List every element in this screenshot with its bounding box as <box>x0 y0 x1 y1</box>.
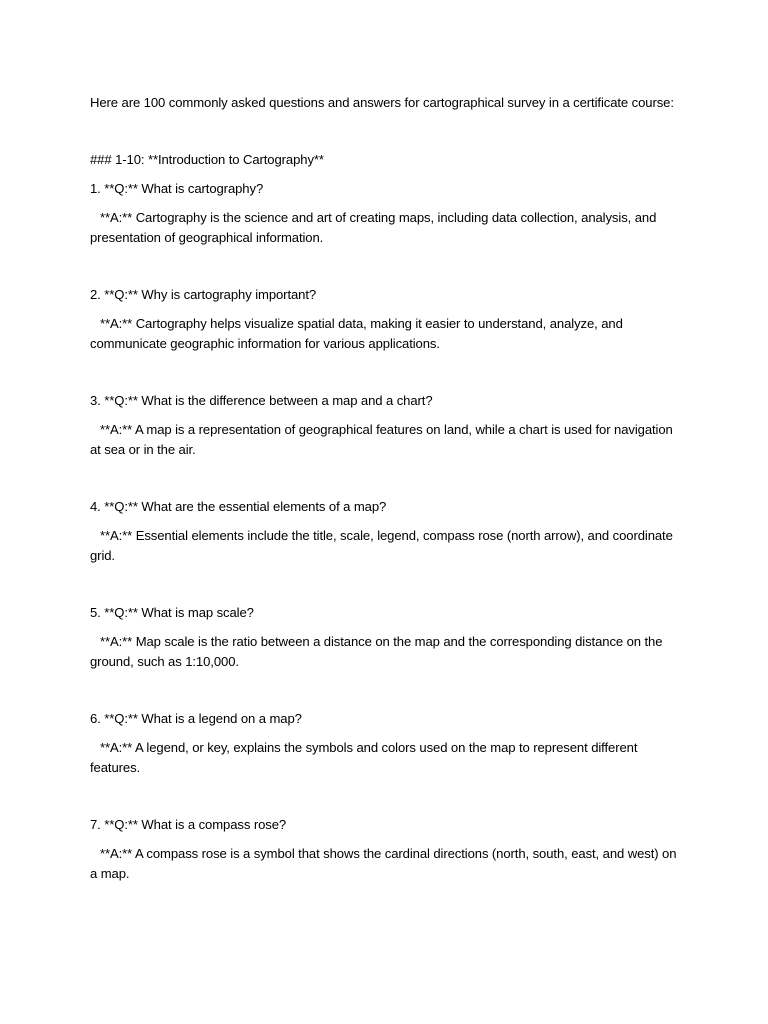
qa-item <box>90 285 680 354</box>
qa-item <box>90 391 680 460</box>
question-text: 3. **Q:** What is the difference between a map and a chart? <box>90 393 433 408</box>
answer-text: **A:** A compass rose is a symbol that shows the cardinal directions (north, south, east, and west) on a map. <box>90 846 677 881</box>
answer-text: **A:** Essential elements include the title, scale, legend, compass rose (north arrow), and coordinate grid. <box>90 528 673 563</box>
answer-text: **A:** Map scale is the ratio between a distance on the map and the corresponding distance on the ground, such as 1:10,000. <box>90 634 663 669</box>
question-text: 1. **Q:** What is cartography? <box>90 181 264 196</box>
question-text: 4. **Q:** What are the essential elements of a map? <box>90 499 387 514</box>
intro-paragraph: Here are 100 commonly asked questions and answers for cartographical survey in a certificate course: <box>90 95 674 110</box>
answer-text: **A:** A map is a representation of geographical features on land, while a chart is used for navigation at sea or in the air. <box>90 422 673 457</box>
question-text: 6. **Q:** What is a legend on a map? <box>90 711 302 726</box>
section-heading: ### 1-10: **Introduction to Cartography** <box>90 152 324 167</box>
qa-item <box>90 815 680 884</box>
question-text: 2. **Q:** Why is cartography important? <box>90 287 317 302</box>
answer-text: **A:** Cartography helps visualize spatial data, making it easier to understand, analyze, and communicate geographic information for various applications. <box>90 316 623 351</box>
document-body <box>90 93 680 921</box>
qa-item <box>90 179 680 248</box>
qa-item <box>90 603 680 672</box>
question-text: 5. **Q:** What is map scale? <box>90 605 254 620</box>
question-text: 7. **Q:** What is a compass rose? <box>90 817 287 832</box>
answer-text: **A:** Cartography is the science and art of creating maps, including data collection, analysis, and presentation of geographical information. <box>90 210 657 245</box>
qa-item <box>90 709 680 778</box>
answer-text: **A:** A legend, or key, explains the symbols and colors used on the map to represent different features. <box>90 740 638 775</box>
qa-item <box>90 497 680 566</box>
